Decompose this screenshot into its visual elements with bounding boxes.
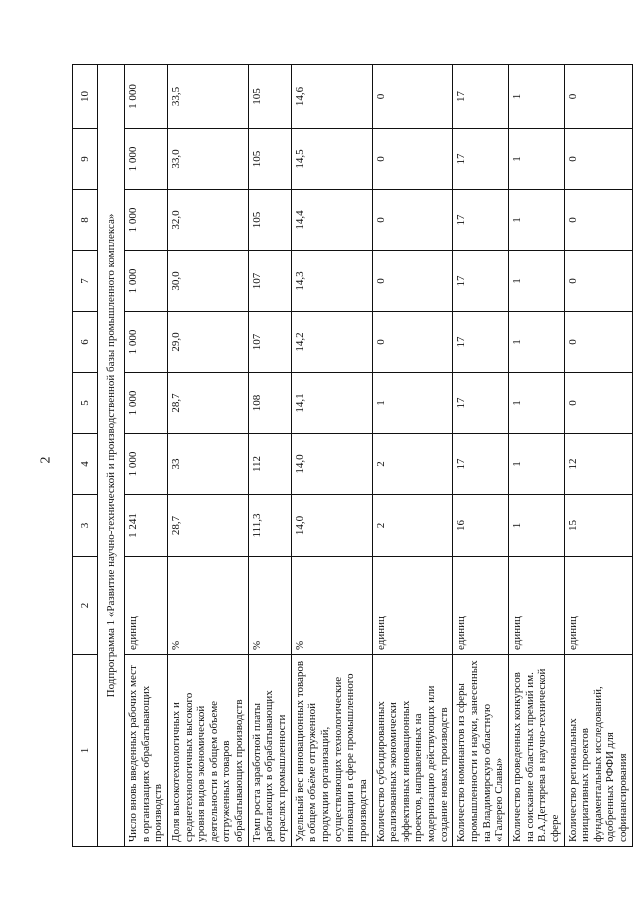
table-row [125,65,168,847]
value-cell: 14,2 [291,312,372,373]
indicator-name: Количество субсидированных реализованных экономически эффективных инновационных проектов, направленных на модернизацию действующих или создание новых производств [372,655,453,847]
column-header: 6 [73,312,98,373]
column-header: 10 [73,65,98,129]
column-header: 9 [73,129,98,190]
unit-cell: единиц [125,557,168,655]
value-cell: 2 [372,495,453,557]
value-cell: 14,5 [291,129,372,190]
value-cell: 0 [372,190,453,251]
value-cell: 12 [564,434,632,495]
value-cell: 1 [508,65,564,129]
indicator-name: Темп роста заработной платы работающих в обрабатывающих отраслях промышленности [248,655,291,847]
table-row [167,65,248,847]
value-cell: 1 000 [125,434,168,495]
column-header: 8 [73,190,98,251]
value-cell: 112 [248,434,291,495]
value-cell: 1 000 [125,65,168,129]
value-cell: 105 [248,129,291,190]
table-row [372,65,453,847]
value-cell: 33 [167,434,248,495]
indicator-name: Количество региональных инициативных проектов фундаментальных исследований, одобренных РФФИ для софинансирования [564,655,632,847]
unit-cell: % [167,557,248,655]
table-row [291,65,372,847]
indicator-name: Количество проведенных конкурсов на соискание областных премий им. В.А.Дегтярева в научно-технической сфере [508,655,564,847]
value-cell: 0 [564,190,632,251]
header-row [73,65,98,847]
value-cell: 105 [248,65,291,129]
table-row [508,65,564,847]
page-number: 2 [38,456,54,464]
value-cell: 2 [372,434,453,495]
value-cell: 1 000 [125,129,168,190]
value-cell: 14,4 [291,190,372,251]
unit-cell: % [248,557,291,655]
value-cell: 1 [508,373,564,434]
value-cell: 107 [248,312,291,373]
value-cell: 15 [564,495,632,557]
unit-cell: % [291,557,372,655]
unit-cell: единиц [453,557,509,655]
value-cell: 111,3 [248,495,291,557]
value-cell: 14,3 [291,251,372,312]
value-cell: 14,6 [291,65,372,129]
column-header: 1 [73,655,98,847]
value-cell: 1 [508,495,564,557]
value-cell: 0 [372,129,453,190]
value-cell: 30,0 [167,251,248,312]
column-header: 4 [73,434,98,495]
table-container [72,65,630,847]
value-cell: 0 [564,373,632,434]
value-cell: 14,1 [291,373,372,434]
value-cell: 32,0 [167,190,248,251]
value-cell: 1 [372,373,453,434]
value-cell: 17 [453,251,509,312]
value-cell: 0 [372,312,453,373]
subprogram-title: Подпрограмма 1 «Развитие научно-технической и производственной базы промышленного комплекса» [98,65,125,847]
value-cell: 0 [564,129,632,190]
value-cell: 17 [453,312,509,373]
value-cell: 105 [248,190,291,251]
column-header: 3 [73,495,98,557]
value-cell: 1 000 [125,190,168,251]
column-header: 5 [73,373,98,434]
value-cell: 0 [372,251,453,312]
value-cell: 1 [508,312,564,373]
value-cell: 28,7 [167,373,248,434]
value-cell: 17 [453,373,509,434]
table-row [453,65,509,847]
value-cell: 1 000 [125,312,168,373]
value-cell: 17 [453,434,509,495]
table-row [564,65,632,847]
value-cell: 33,0 [167,129,248,190]
indicators-table [72,64,633,847]
unit-cell: единиц [508,557,564,655]
subprogram-row [98,65,125,847]
unit-cell: единиц [372,557,453,655]
table-row [248,65,291,847]
value-cell: 29,0 [167,312,248,373]
value-cell: 28,7 [167,495,248,557]
unit-cell: единиц [564,557,632,655]
value-cell: 33,5 [167,65,248,129]
indicator-name: Удельный вес инновационных товаров в общем объёме отгруженной продукции организаций, осуществляющих технологические инновации в сфере промышленного производства [291,655,372,847]
value-cell: 1 [508,434,564,495]
indicator-name: Доля высокотехнологичных и среднетехнологичных высокого уровня видов экономической деятельности в общем объеме отгруженных товаров обрабатывающих производств [167,655,248,847]
value-cell: 1 000 [125,373,168,434]
indicator-name: Количество номинантов из сферы промышленности и науки, занесенных на Владимирскую областную «Галерею Славы» [453,655,509,847]
value-cell: 1 [508,251,564,312]
value-cell: 1 [508,190,564,251]
value-cell: 1 [508,129,564,190]
value-cell: 0 [564,65,632,129]
value-cell: 0 [564,251,632,312]
value-cell: 14,0 [291,495,372,557]
value-cell: 17 [453,190,509,251]
column-header: 2 [73,557,98,655]
value-cell: 17 [453,129,509,190]
value-cell: 1 000 [125,251,168,312]
value-cell: 0 [372,65,453,129]
value-cell: 107 [248,251,291,312]
column-header: 7 [73,251,98,312]
indicator-name: Число вновь введенных рабочих мест в организациях обрабатывающих производств [125,655,168,847]
value-cell: 17 [453,65,509,129]
value-cell: 0 [564,312,632,373]
value-cell: 108 [248,373,291,434]
value-cell: 14,0 [291,434,372,495]
value-cell: 16 [453,495,509,557]
value-cell: 1 241 [125,495,168,557]
